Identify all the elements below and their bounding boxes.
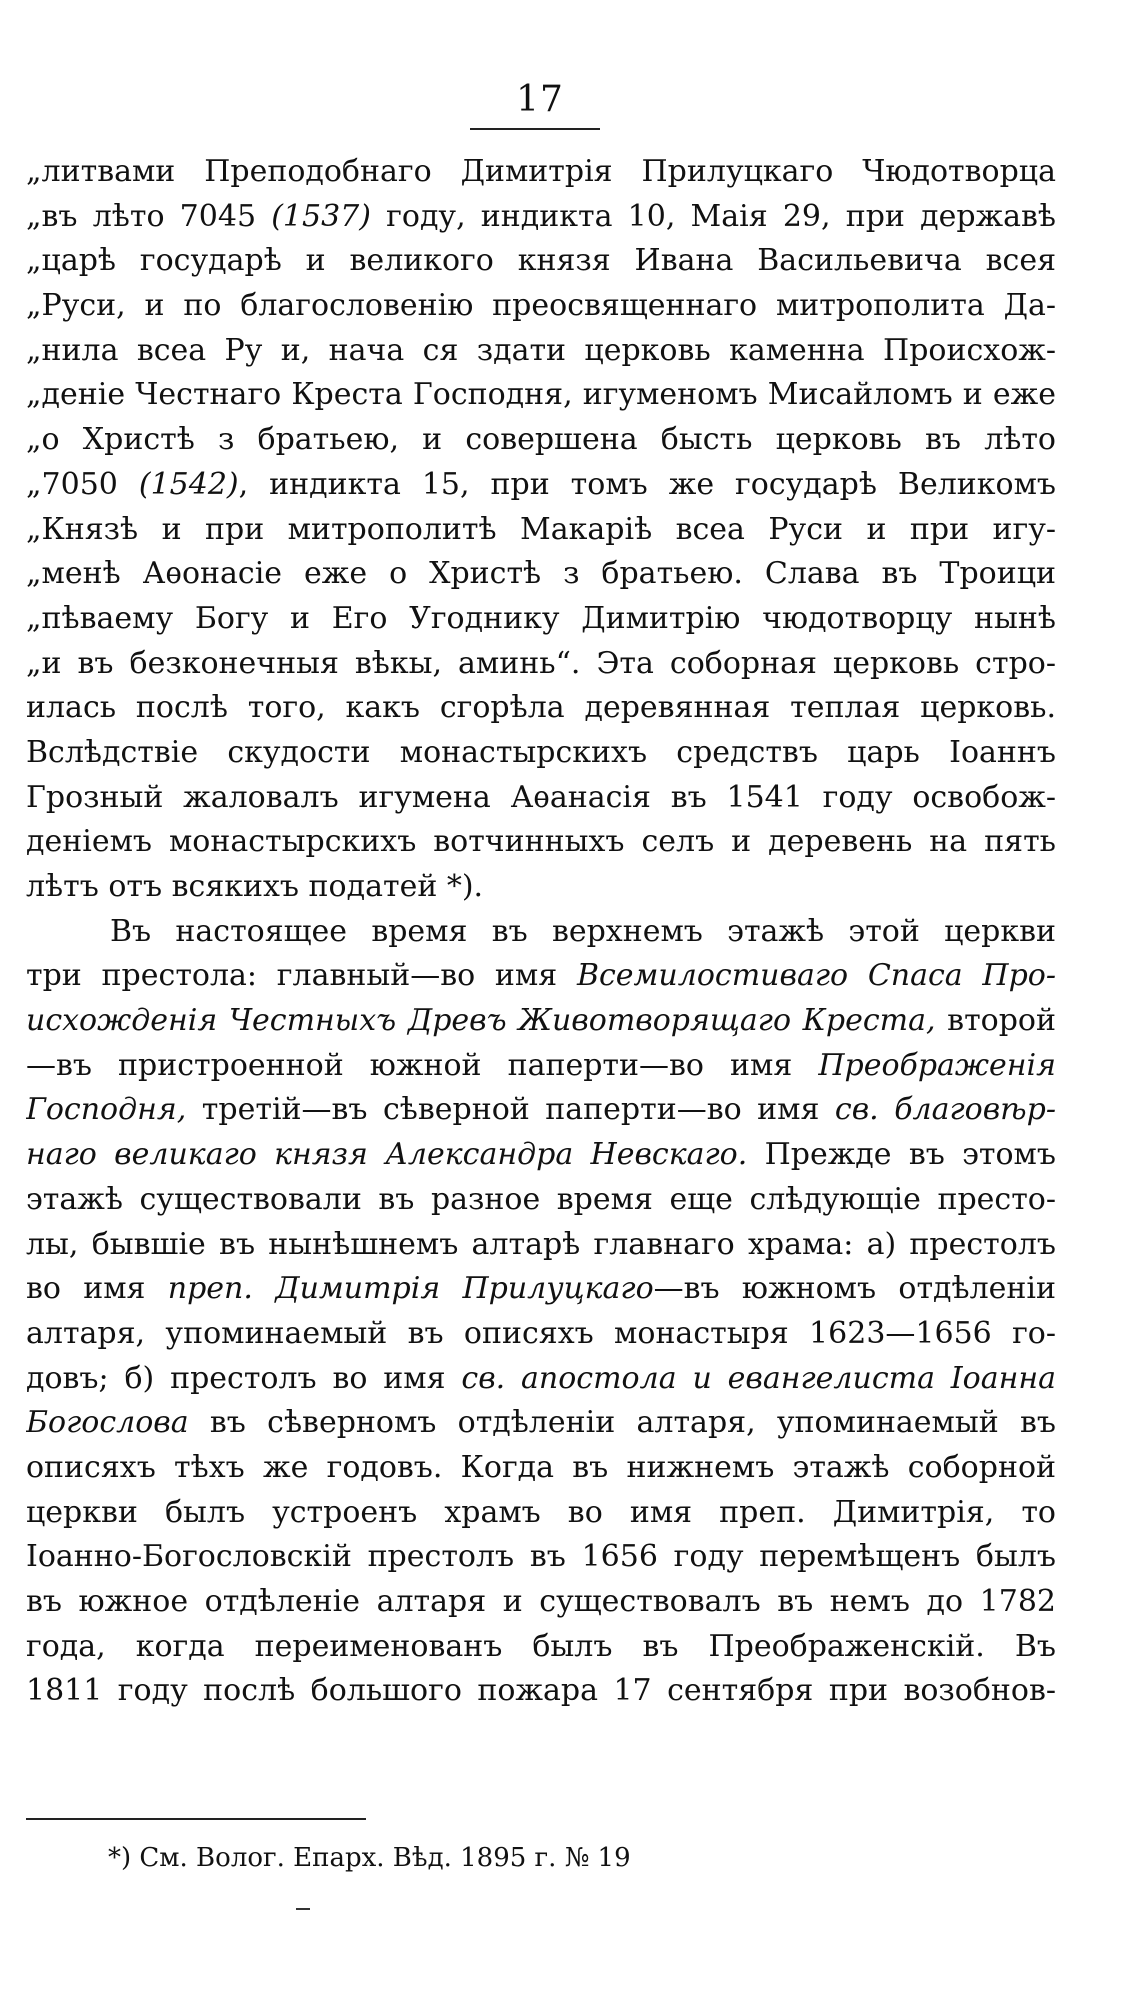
text-run: —въ южномъ отдѣленіи <box>653 1271 1056 1307</box>
text-run: „менѣ Аѳонасіе еже о Христѣ з братьею. Слава въ Троици <box>26 556 1056 592</box>
text-line <box>26 1178 1056 1223</box>
text-run: въ южное отдѣленіе алтаря и существовалъ въ немъ до 1782 <box>26 1584 1056 1619</box>
text-run: „о Христѣ з братьею, и совершена бысть церковь въ лѣто <box>26 422 1056 458</box>
text-line <box>26 1491 1056 1536</box>
text-line <box>26 1088 1056 1133</box>
text-run: Грозный жаловалъ игумена Аѳанасія въ 1541 году освобож- <box>26 779 1056 815</box>
text-run: церкви былъ устроенъ храмъ во имя преп. Димитрія, то <box>26 1494 1056 1530</box>
text-run: во имя <box>26 1271 168 1307</box>
text-line <box>26 1446 1056 1491</box>
text-run: „и въ безконечныя вѣкы, аминь“. Эта соборная церковь стро- <box>26 645 1056 681</box>
text-line <box>26 150 1056 195</box>
text-run: описяхъ тѣхъ же годовъ. Когда въ нижнемъ этажѣ соборной <box>26 1449 1056 1485</box>
footnote-separator <box>26 1818 366 1820</box>
text-run: второй <box>935 1003 1056 1039</box>
footnote: *) См. Волог. Епарх. Вѣд. 1895 г. № 19 <box>108 1843 631 1873</box>
text-line <box>26 597 1056 642</box>
text-run: въ сѣверномъ отдѣленіи алтаря, упоминаемый въ <box>188 1405 1056 1441</box>
print-mark <box>296 1908 310 1910</box>
text-line <box>26 1133 1056 1178</box>
text-line <box>26 463 1056 508</box>
text-run: „деніе Честнаго Креста Господня, игуменомъ Мисайломъ и еже <box>26 377 1056 413</box>
text-line <box>26 239 1056 284</box>
text-line <box>26 1044 1056 1089</box>
text-line <box>26 284 1056 329</box>
italic-text-run: исхожденія Честныхъ Древъ Животворящаго Креста, <box>26 1003 936 1039</box>
body-text <box>26 150 1056 1714</box>
text-run: деніемъ монастырскихъ вотчинныхъ селъ и деревень на пять <box>26 824 1056 860</box>
text-line <box>26 1669 1056 1714</box>
text-line <box>26 776 1056 821</box>
text-run: этажѣ существовали въ разное время еще слѣдующіе престо- <box>26 1181 1056 1217</box>
text-line <box>26 552 1056 597</box>
text-run: лѣтъ отъ всякихъ податей *). <box>26 869 484 904</box>
italic-text-run: Преображенія <box>818 1047 1056 1083</box>
text-line <box>26 1625 1056 1670</box>
text-run: „царѣ государѣ и великого князя Ивана Васильевича всея <box>26 243 1056 279</box>
text-line <box>26 195 1056 240</box>
page-number-rule <box>470 128 600 130</box>
text-line <box>26 999 1056 1044</box>
page-number: 17 <box>516 79 564 120</box>
text-run: „пѣваему Богу и Его Угоднику Димитрію чюдотворцу нынѣ <box>26 600 1056 636</box>
text-run: Іоанно-Богословскій престолъ въ 1656 году перемѣщенъ былъ <box>26 1539 1056 1575</box>
text-line <box>26 910 1056 955</box>
italic-text-run: св. благовѣр- <box>834 1092 1056 1128</box>
text-run: „нила всеа Ру и, нача ся здати церковь каменна Происхож- <box>26 332 1056 368</box>
text-run: довъ; б) престолъ во имя <box>26 1360 462 1396</box>
italic-text-run: св. апостола и евангелиста Іоанна <box>461 1360 1056 1396</box>
text-line <box>26 329 1056 374</box>
text-run: Прежде въ этомъ <box>747 1137 1056 1173</box>
italic-text-run: (1537) <box>271 198 371 234</box>
text-run: Вслѣдствіе скудости монастырскихъ средствъ царь Іоаннъ <box>26 734 1056 770</box>
text-line <box>26 1223 1056 1268</box>
text-run: „въ лѣто 7045 <box>26 198 272 234</box>
text-line <box>26 508 1056 553</box>
italic-text-run: Всемилостиваго Спаса Про- <box>576 958 1056 994</box>
text-line <box>26 865 1056 910</box>
italic-text-run: Богослова <box>26 1405 189 1441</box>
italic-text-run: преп. Димитрія Прилуцкаго <box>167 1271 654 1307</box>
text-line <box>26 1267 1056 1312</box>
text-line <box>26 686 1056 731</box>
text-run: „Руси, и по благословенію преосвященнаго митрополита Да- <box>26 288 1056 324</box>
text-line <box>26 1535 1056 1580</box>
text-line <box>26 820 1056 865</box>
text-run: „Князѣ и при митрополитѣ Макаріѣ всеа Руси и при игу- <box>26 511 1056 547</box>
italic-text-run: Господня, <box>26 1092 187 1128</box>
text-run: лы, бывшіе въ нынѣшнемъ алтарѣ главнаго храма: а) престолъ <box>26 1226 1056 1262</box>
text-run: алтаря, упоминаемый въ описяхъ монастыря 1623—1656 го- <box>26 1315 1056 1351</box>
text-line <box>26 373 1056 418</box>
text-run: , индикта 15, при томъ же государѣ Великомъ <box>238 466 1056 502</box>
text-line <box>26 954 1056 999</box>
text-run: 1811 году послѣ большого пожара 17 сентября при возобнов- <box>26 1673 1056 1709</box>
text-line <box>26 1401 1056 1446</box>
text-run: „литвами Преподобнаго Димитрія Прилуцкаго Чюдотворца <box>26 154 1056 189</box>
text-run: третій—въ сѣверной паперти—во имя <box>186 1092 835 1128</box>
text-run: илась послѣ того, какъ сгорѣла деревянная теплая церковь. <box>26 690 1056 726</box>
text-run: три престола: главный—во имя <box>26 958 577 994</box>
text-line <box>26 731 1056 776</box>
text-line <box>26 1357 1056 1402</box>
text-run: Въ настоящее время въ верхнемъ этажѣ этой церкви <box>110 913 1056 949</box>
text-line <box>26 1580 1056 1625</box>
italic-text-run: наго великаго князя Александра Невскаго. <box>26 1137 748 1173</box>
text-line <box>26 642 1056 687</box>
text-line <box>26 418 1056 463</box>
text-run: „7050 <box>26 466 139 502</box>
text-run: —въ пристроенной южной паперти—во имя <box>26 1047 819 1083</box>
text-run: году, индикта 10, Маія 29, при державѣ <box>370 198 1056 234</box>
text-line <box>26 1312 1056 1357</box>
italic-text-run: (1542) <box>138 466 239 502</box>
text-run: года, когда переименованъ былъ въ Преображенскій. Въ <box>26 1628 1056 1664</box>
